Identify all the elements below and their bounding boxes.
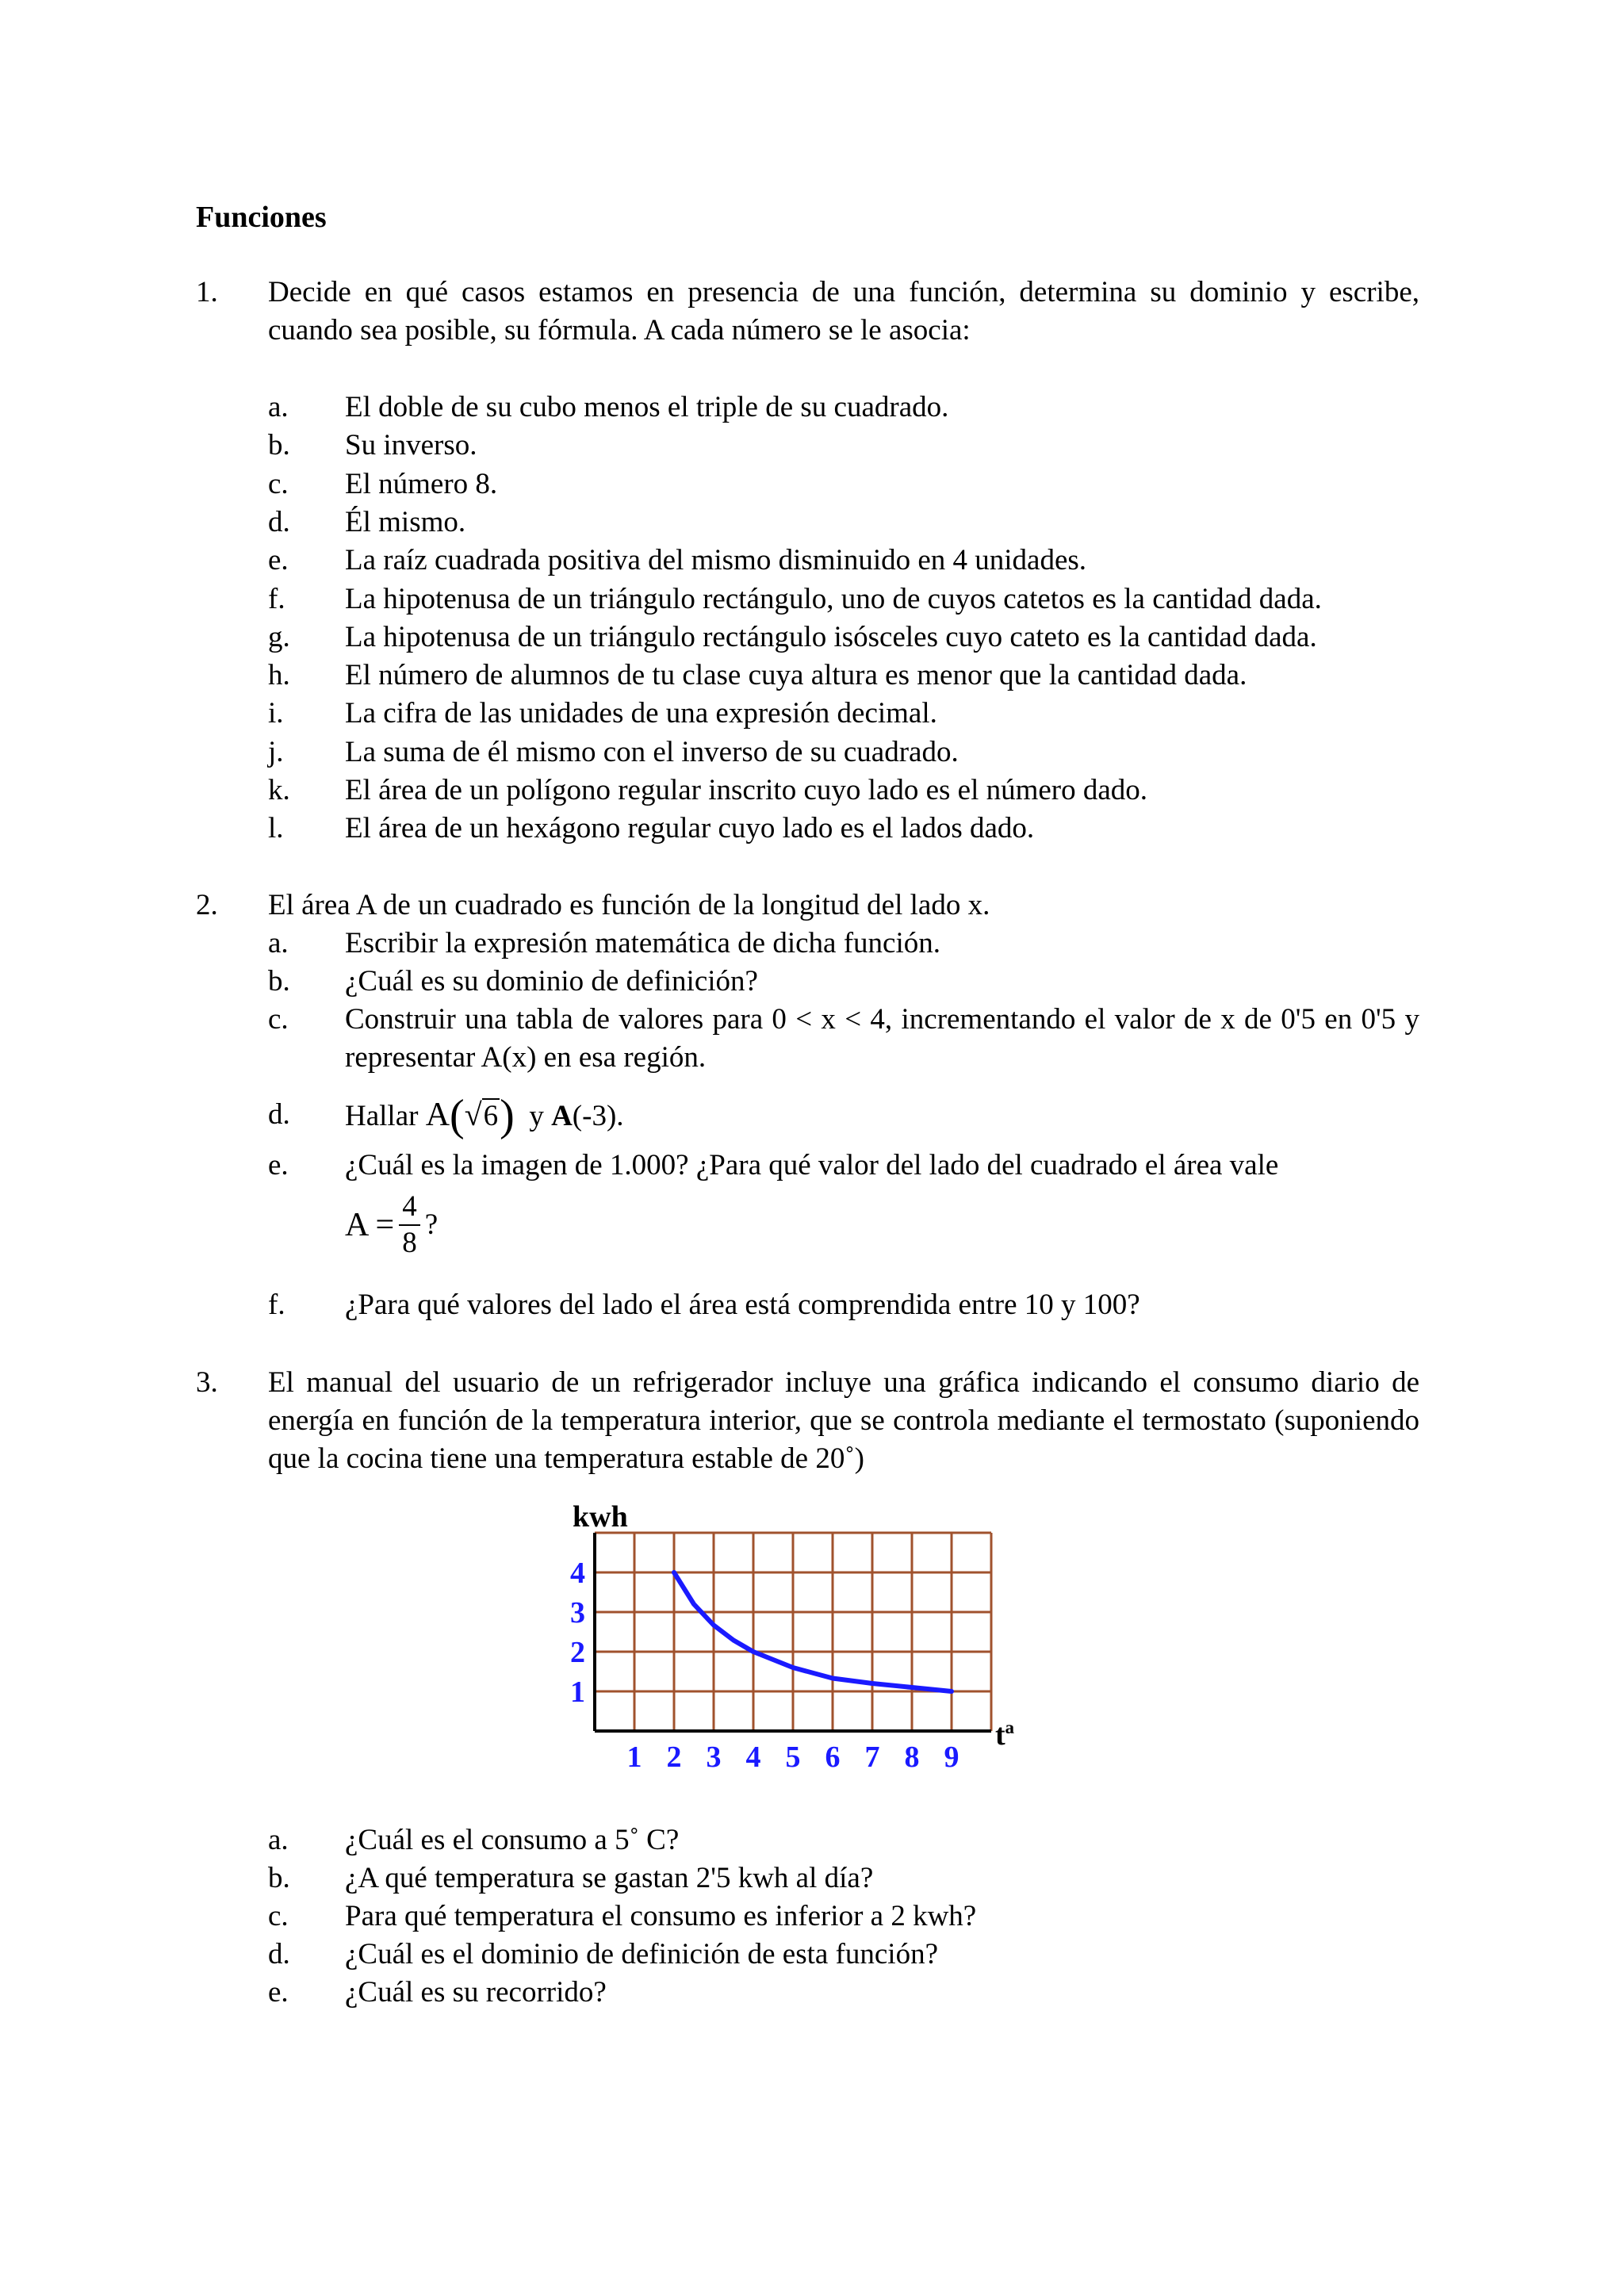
q2f-label: f.	[268, 1289, 285, 1321]
list-item-text: La cifra de las unidades de una expresión decimal.	[345, 697, 937, 730]
list-item-label: a.	[268, 391, 289, 423]
q2e-fraction	[399, 1189, 420, 1261]
list-item-label: c.	[268, 1900, 289, 1932]
q2c-label: c.	[268, 1003, 289, 1036]
y-axis-label: kwh	[573, 1500, 628, 1534]
q2d-func: A	[425, 1097, 450, 1133]
q2b-label: b.	[268, 965, 290, 998]
list-item-text: El número de alumnos de tu clase cuya altura es menor que la cantidad dada.	[345, 659, 1247, 692]
list-item-text: ¿Cuál es el consumo a 5˚ C?	[345, 1824, 680, 1856]
x-tick-label: 3	[706, 1741, 722, 1774]
list-item-text: La raíz cuadrada positiva del mismo disminuido en 4 unidades.	[345, 544, 1087, 577]
list-item-label: h.	[268, 659, 290, 692]
consumption-chart	[555, 1491, 1047, 1792]
list-item-label: e.	[268, 544, 289, 577]
q2d-prefix: Hallar	[345, 1100, 419, 1132]
q2-number: 2.	[196, 889, 218, 921]
q2e-lhs: A =	[345, 1207, 395, 1243]
x-tick-label: 6	[825, 1741, 841, 1774]
left-paren-glyph: (	[450, 1091, 465, 1140]
chart-ticks	[570, 1557, 959, 1774]
q2b-text: ¿Cuál es su dominio de definición?	[345, 965, 758, 998]
list-item-label: f.	[268, 582, 285, 615]
list-item-label: a.	[268, 1824, 289, 1856]
chart-grid	[595, 1533, 991, 1731]
q3-text: El manual del usuario de un refrigerador incluye una gráfica indicando el consumo diario de energía en función de la temperatura interior, que se controla mediante el termostato (suponiendo que la cocina tiene una temperatura estable de 20˚)	[268, 1366, 1419, 1475]
list-item-text: Para qué temperatura el consumo es inferior a 2 kwh?	[345, 1900, 977, 1932]
list-item-label: b.	[268, 429, 290, 462]
list-item-text: El doble de su cubo menos el triple de su cuadrado.	[345, 391, 949, 423]
q2d-and: y	[529, 1100, 544, 1132]
list-item-text: El área de un polígono regular inscrito cuyo lado es el número dado.	[345, 774, 1148, 806]
x-tick-label: 8	[904, 1741, 920, 1774]
list-item-label: d.	[268, 505, 290, 538]
list-item-text: La hipotenusa de un triángulo rectángulo, uno de cuyos catetos es la cantidad dada.	[345, 582, 1322, 615]
q1-number: 1.	[196, 276, 218, 308]
list-item-label: c.	[268, 467, 289, 500]
x-tick-label: 5	[785, 1741, 801, 1774]
sqrt-icon: √	[464, 1097, 482, 1132]
q2d-radicand: 6	[483, 1100, 499, 1132]
list-item-label: l.	[268, 812, 284, 845]
q1-text: Decide en qué casos estamos en presencia de una función, determina su dominio y escribe, cuando sea posible, su fórmula. A cada número se le asocia:	[268, 276, 1419, 347]
q2d-expression	[345, 1085, 624, 1147]
list-item-label: b.	[268, 1862, 290, 1894]
q2c-text: Construir una tabla de valores para 0 < x < 4, incrementando el valor de x de 0'5 en 0'5 y representar A(x) en esa región.	[345, 1003, 1419, 1074]
y-tick-label: 1	[570, 1676, 585, 1709]
x-tick-label: 4	[745, 1741, 761, 1774]
y-tick-label: 3	[570, 1596, 585, 1630]
list-item-text: ¿Cuál es el dominio de definición de esta función?	[345, 1938, 938, 1970]
chart-series	[674, 1572, 952, 1691]
list-item-text: ¿Cuál es su recorrido?	[345, 1976, 607, 2009]
q2a-text: Escribir la expresión matemática de dicha función.	[345, 927, 941, 959]
x-tick-label: 9	[944, 1741, 959, 1774]
x-tick-label: 1	[626, 1741, 642, 1774]
list-item-label: g.	[268, 620, 290, 653]
list-item-label: k.	[268, 774, 290, 806]
q2d-arg2: (-3).	[572, 1100, 624, 1132]
q2d-func2: A	[551, 1100, 573, 1132]
list-item-text: El número 8.	[345, 467, 498, 500]
q2d-label: d.	[268, 1098, 290, 1131]
list-item-text: El área de un hexágono regular cuyo lado es el lados dado.	[345, 812, 1035, 845]
q2e-label: e.	[268, 1149, 289, 1181]
q2a-label: a.	[268, 927, 289, 959]
right-paren-glyph: )	[500, 1091, 515, 1140]
y-tick-label: 4	[570, 1557, 585, 1590]
q2e-text: ¿Cuál es la imagen de 1.000? ¿Para qué valor del lado del cuadrado el área vale	[345, 1149, 1279, 1181]
q2e-tail: ?	[424, 1208, 439, 1241]
x-tick-label: 7	[864, 1741, 880, 1774]
list-item-text: ¿A qué temperatura se gastan 2'5 kwh al día?	[345, 1862, 874, 1894]
q2-text: El área A de un cuadrado es función de la longitud del lado x.	[268, 889, 990, 921]
q2e-denominator: 8	[402, 1227, 417, 1259]
list-item-text: La hipotenusa de un triángulo rectángulo isósceles cuyo cateto es la cantidad dada.	[345, 620, 1317, 653]
x-axis-label: tª	[995, 1718, 1015, 1752]
list-item-label: j.	[268, 735, 284, 768]
list-item-label: i.	[268, 697, 284, 730]
page-title: Funciones	[196, 201, 327, 234]
list-item-text: Su inverso.	[345, 429, 477, 462]
q2e-numerator: 4	[399, 1189, 420, 1226]
list-item-text: Él mismo.	[345, 505, 466, 538]
x-tick-label: 2	[666, 1741, 682, 1774]
series-line-consumo	[674, 1572, 952, 1691]
y-tick-label: 2	[570, 1636, 585, 1669]
q2f-text: ¿Para qué valores del lado el área está comprendida entre 10 y 100?	[345, 1289, 1140, 1321]
q2e-fraction-expression	[345, 1189, 438, 1261]
list-item-label: d.	[268, 1938, 290, 1970]
q3-number: 3.	[196, 1366, 218, 1399]
list-item-label: e.	[268, 1976, 289, 2009]
list-item-text: La suma de él mismo con el inverso de su cuadrado.	[345, 735, 959, 768]
